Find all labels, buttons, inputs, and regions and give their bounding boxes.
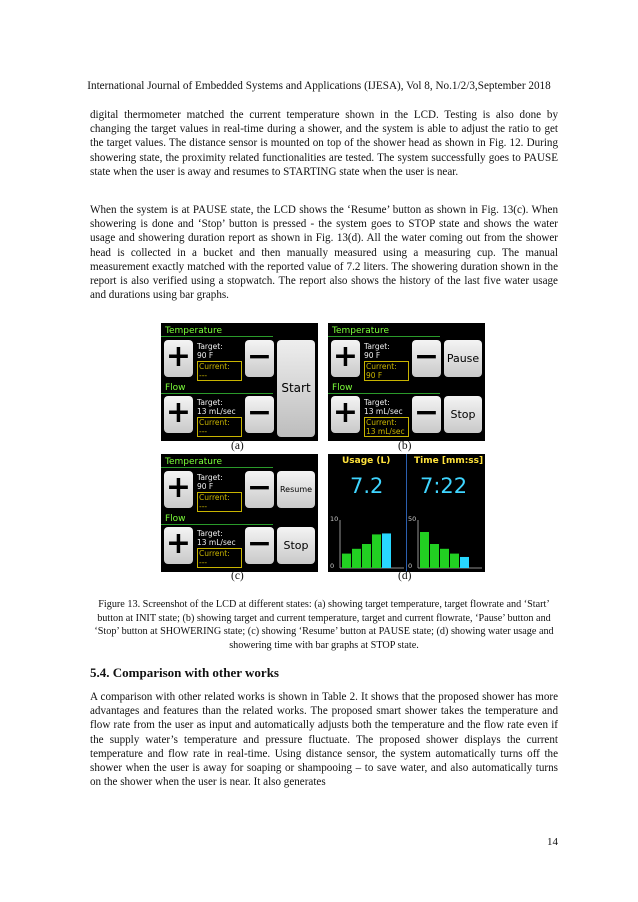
flow-plus-button[interactable]: +: [164, 396, 193, 433]
temperature-label: Temperature: [161, 325, 273, 337]
temp-plus-button[interactable]: +: [164, 340, 193, 377]
time-history-bar: [440, 549, 449, 568]
lcd-screen-a: [161, 323, 318, 441]
subfigure-label-a: (a): [231, 440, 244, 452]
temp-info: Target: 90 F Current: 90 F: [364, 342, 409, 381]
paragraph-2: When the system is at PAUSE state, the LCD shows the ‘Resume’ button as shown in Fig. 13(c). When showering is done and ‘Stop’ button is pressed - the system goes to STOP state and shows the water usage and showering duration report as shown in Fig. 13(d). All the water coming out from the shower head is collected in a bucket and then manually measured using a measuring cup. The manual measurement exactly matched with the reported value of 7.2 liters. The showering duration shown in the report is also verified using a stopwatch. The report also shows the history of the last five water usage and durations using bar graphs.: [90, 204, 558, 302]
stop-button[interactable]: Stop: [277, 527, 315, 564]
flow-label: Flow: [161, 513, 273, 525]
time-history-bar: [430, 544, 439, 568]
time-header: Time [mm:ss]: [414, 456, 484, 466]
flow-minus-button[interactable]: −: [245, 527, 274, 564]
lcd-screen-b: [328, 323, 485, 441]
usage-history-bar: [352, 549, 361, 568]
subfigure-label-d: (d): [398, 570, 412, 582]
section-heading: 5.4. Comparison with other works: [90, 665, 279, 680]
time-history-bar: [450, 554, 459, 568]
time-axis-max: 50: [408, 515, 417, 523]
page-number: 14: [547, 836, 558, 848]
time-axis-min: 0: [408, 562, 413, 570]
temperature-label: Temperature: [161, 456, 273, 468]
lcd-screen-d-report: [328, 454, 485, 572]
flow-info: Target: 13 mL/sec Current: ---: [197, 529, 242, 568]
flow-info: Target: 13 mL/sec Current: ---: [197, 398, 242, 437]
temp-plus-button[interactable]: +: [164, 471, 193, 508]
figure-caption: Figure 13. Screenshot of the LCD at different states: (a) showing target temperature, target flowrate and ‘Start’ button at INIT state; (b) showing target and current temperature, target and current flowrate, ‘Pause’ button and ‘Stop’ button at SHOWERING state; (c) showing ‘Resume’ button at PAUSE state; (d) showing water usage and showering time with bar graphs at STOP state.: [94, 599, 554, 651]
time-history-bar: [420, 532, 429, 568]
usage-header: Usage (L): [342, 456, 391, 466]
usage-history-bar: [362, 544, 371, 568]
stop-button[interactable]: Stop: [444, 396, 482, 433]
usage-axis-min: 0: [330, 562, 335, 570]
temperature-label: Temperature: [328, 325, 440, 337]
flow-plus-button[interactable]: +: [164, 527, 193, 564]
flow-info: Target: 13 mL/sec Current: 13 mL/sec: [364, 398, 409, 437]
flow-minus-button[interactable]: −: [412, 396, 441, 433]
temp-plus-button[interactable]: +: [331, 340, 360, 377]
subfigure-label-b: (b): [398, 440, 412, 452]
flow-minus-button[interactable]: −: [245, 396, 274, 433]
paragraph-1: digital thermometer matched the current temperature shown in the LCD. Testing is also done by changing the target values in real-time during a shower, and the system is able to adjust the ratio to get the target values. The distance sensor is mounted on top of the shower head as shown in Fig. 12. During showering state, the proximity related functionalities are tested. The system successfully goes to PAUSE state when the user is away and resumes to STARTING state when the user is near.: [90, 109, 558, 178]
flow-plus-button[interactable]: +: [331, 396, 360, 433]
usage-history-bar: [342, 554, 351, 568]
usage-value: 7.2: [350, 474, 384, 498]
temp-info: Target: 90 F Current: ---: [197, 342, 242, 381]
temp-info: Target: 90 F Current: ---: [197, 473, 242, 512]
usage-history-bar: [382, 533, 391, 568]
lcd-screen-c: [161, 454, 318, 572]
flow-label: Flow: [161, 382, 273, 394]
time-history-bar: [460, 557, 469, 568]
start-button[interactable]: Start: [277, 340, 315, 437]
temp-minus-button[interactable]: −: [412, 340, 441, 377]
subfigure-label-c: (c): [231, 570, 244, 582]
journal-header: International Journal of Embedded Systems and Applications (IJESA), Vol 8, No.1/2/3,September 2018: [87, 80, 551, 92]
usage-history-bar: [372, 534, 381, 568]
usage-axis-max: 10: [330, 515, 339, 523]
temp-minus-button[interactable]: −: [245, 340, 274, 377]
temp-minus-button[interactable]: −: [245, 471, 274, 508]
report-bar-graphs: [328, 454, 485, 572]
flow-label: Flow: [328, 382, 440, 394]
resume-button[interactable]: Resume: [277, 471, 315, 508]
pause-button[interactable]: Pause: [444, 340, 482, 377]
time-value: 7:22: [420, 474, 468, 498]
paragraph-3: A comparison with other related works is shown in Table 2. It shows that the proposed shower has more advantages and features than the related works. The proposed smart shower takes the temperature and flow rate from the user as input and automatically adjusts both the temperature and the flow rate even if the supply water’s temperature and pressure fluctuate. The proposed shower displays the current temperature and flow rate in real-time. Using distance sensor, the system automatically turns off the shower when the user is away for soaping or shampooing – to save water, and also automatically turns on the shower when the user is near. It also generates: [90, 691, 558, 789]
